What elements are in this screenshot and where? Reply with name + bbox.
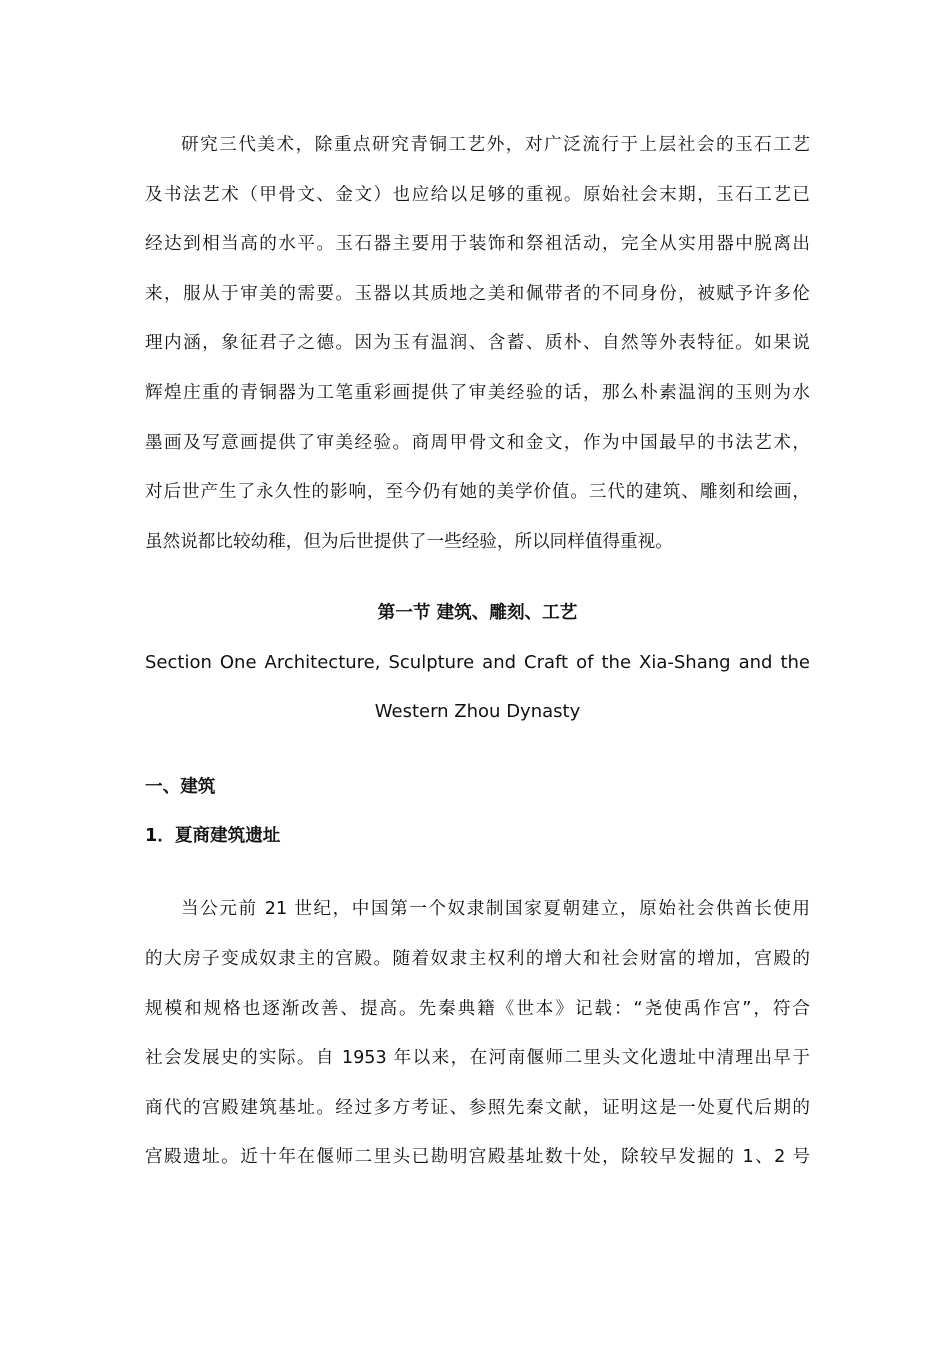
section-title-english-line: Western Zhou Dynasty (374, 701, 581, 723)
paragraph-line: 的大房子变成奴隶主的宫殿。随着奴隶主权利的增大和社会财富的增加，宫殿的 (145, 948, 810, 969)
paragraph-line: 及书法艺术（甲骨文、金文）也应给以足够的重视。原始社会末期，玉石工艺已 (145, 184, 810, 205)
section-title-english-line: Section One Architecture, Sculpture and Craft of the Xia-Shang and the (145, 652, 810, 674)
paragraph-line: 商代的宫殿建筑基址。经过多方考证、参照先秦文献，证明这是一处夏代后期的 (145, 1097, 810, 1118)
paragraph-line: 对后世产生了永久性的影响，至今仍有她的美学价值。三代的建筑、雕刻和绘画， (145, 482, 810, 503)
paragraph-line: 理内涵，象征君子之德。因为玉有温润、含蓄、质朴、自然等外表特征。如果说 (145, 333, 810, 354)
paragraph-line: 虽然说都比较幼稚，但为后世提供了一些经验，所以同样值得重视。 (145, 531, 673, 552)
paragraph-line: 来，服从于审美的需要。玉器以其质地之美和佩带者的不同身份，被赋予许多伦 (145, 283, 810, 304)
paragraph-line: 宫殿遗址。近十年在偃师二里头已勘明宫殿基址数十处，除较早发掘的 1、2 号 (145, 1147, 810, 1168)
paragraph-line: 辉煌庄重的青铜器为工笔重彩画提供了审美经验的话，那么朴素温润的玉则为水 (145, 382, 810, 403)
paragraph-line: 规模和规格也逐渐改善、提高。先秦典籍《世本》记载：“尧使禹作宫”，符合 (145, 998, 810, 1019)
intro-paragraph (145, 121, 810, 567)
paragraph-line: 经达到相当高的水平。玉石器主要用于装饰和祭祖活动，完全从实用器中脱离出 (145, 234, 810, 255)
spacer (145, 861, 810, 885)
section-title-chinese: 第一节 建筑、雕刻、工艺 (377, 603, 578, 624)
subheading-xia-shang-sites: 1．夏商建筑遗址 (145, 826, 281, 847)
paragraph-line: 当公元前 21 世纪，中国第一个奴隶制国家夏朝建立，原始社会供酋长使用 (181, 899, 810, 920)
subheading-architecture: 一、建筑 (145, 777, 216, 798)
spacer (145, 567, 810, 589)
section-heading (145, 589, 810, 736)
paragraph-line: 研究三代美术，除重点研究青铜工艺外，对广泛流行于上层社会的玉石工艺 (181, 135, 810, 155)
document-page (145, 121, 810, 1183)
spacer (145, 736, 810, 763)
paragraph-line: 社会发展史的实际。自 1953 年以来，在河南偃师二里头文化遗址中清理出早于 (145, 1048, 810, 1069)
body-paragraph (145, 885, 810, 1183)
paragraph-line: 墨画及写意画提供了审美经验。商周甲骨文和金文，作为中国最早的书法艺术， (145, 432, 810, 453)
